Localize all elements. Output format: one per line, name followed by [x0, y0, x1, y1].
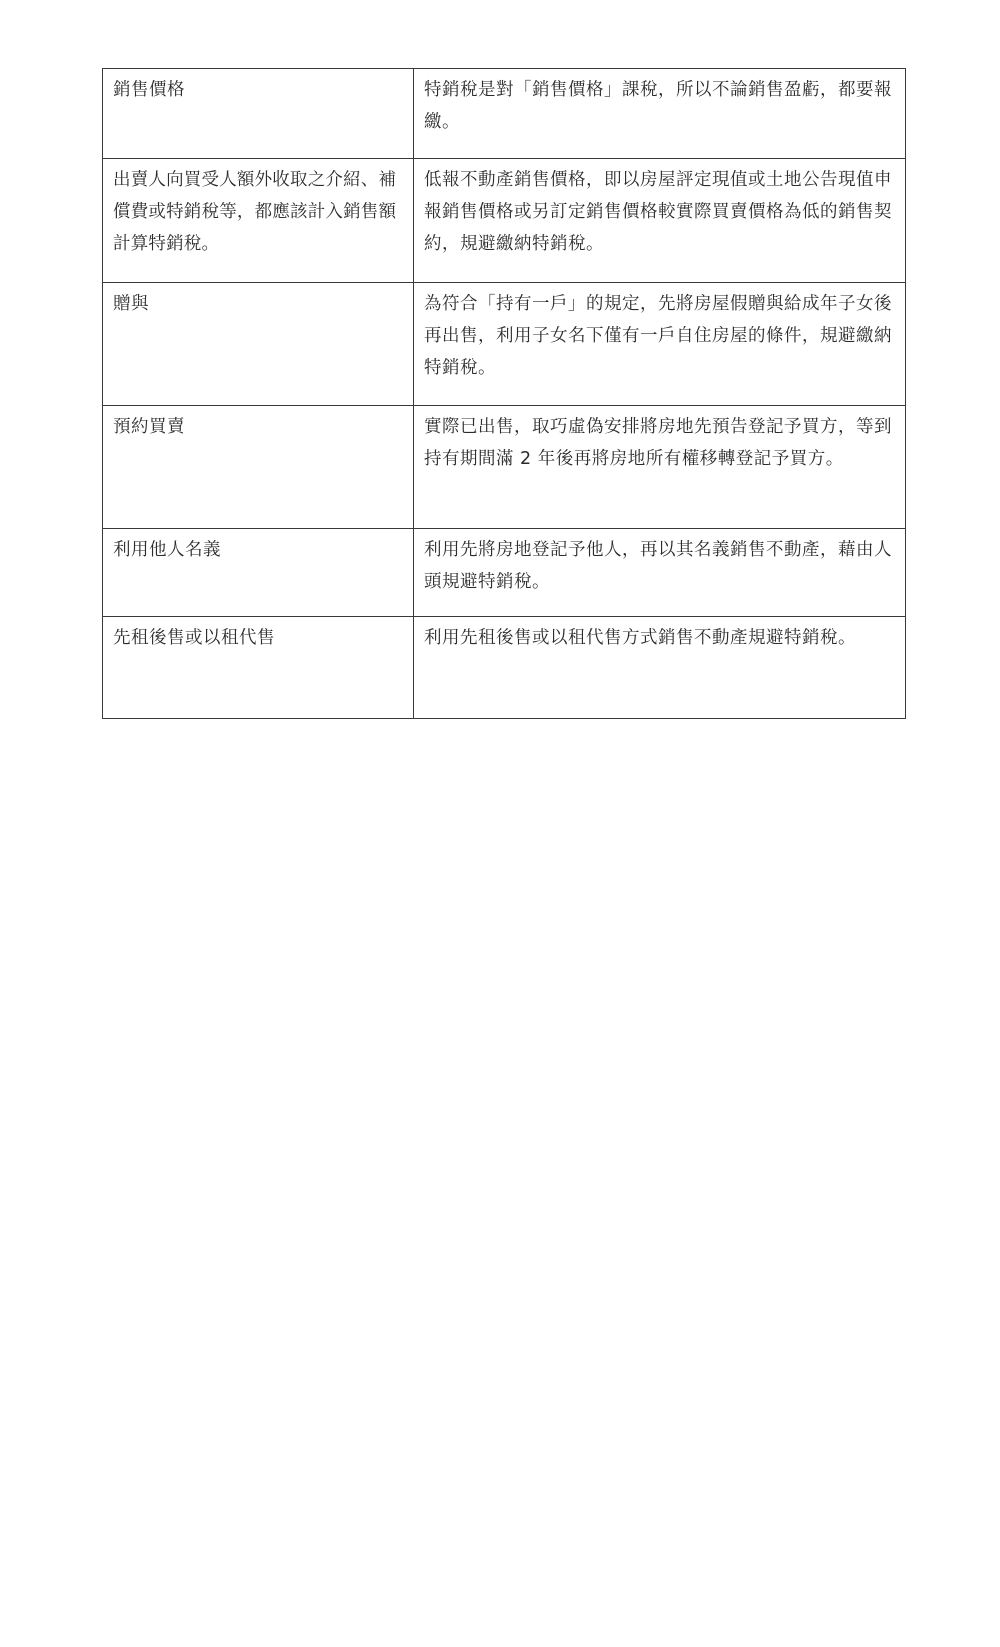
- row-item-cell: 銷售價格: [103, 69, 414, 159]
- row-item-cell: 贈與: [103, 283, 414, 406]
- table-row: [103, 529, 906, 617]
- row-item-cell: 利用他人名義: [103, 529, 414, 617]
- row-description-cell: 低報不動產銷售價格，即以房屋評定現值或土地公告現值申報銷售價格或另訂定銷售價格較實際買賣價格為低的銷售契約，規避繳納特銷稅。: [414, 159, 906, 283]
- row-description-cell: 實際已出售，取巧虛偽安排將房地先預告登記予買方，等到持有期間滿 2 年後再將房地所有權移轉登記予買方。: [414, 406, 906, 529]
- row-item-cell: 出賣人向買受人額外收取之介紹、補償費或特銷稅等，都應該計入銷售額計算特銷稅。: [103, 159, 414, 283]
- row-description-cell: 利用先租後售或以租代售方式銷售不動產規避特銷稅。: [414, 617, 906, 719]
- table-row: [103, 406, 906, 529]
- table-row: [103, 283, 906, 406]
- row-description-cell: 為符合「持有一戶」的規定，先將房屋假贈與給成年子女後再出售，利用子女名下僅有一戶自住房屋的條件，規避繳納特銷稅。: [414, 283, 906, 406]
- row-item-cell: 預約買賣: [103, 406, 414, 529]
- row-description-cell: 特銷稅是對「銷售價格」課稅，所以不論銷售盈虧，都要報繳。: [414, 69, 906, 159]
- special-sales-tax-table: [102, 68, 906, 719]
- table-row: [103, 69, 906, 159]
- row-item-cell: 先租後售或以租代售: [103, 617, 414, 719]
- table-row: [103, 159, 906, 283]
- table-row: [103, 617, 906, 719]
- row-description-cell: 利用先將房地登記予他人，再以其名義銷售不動產，藉由人頭規避特銷稅。: [414, 529, 906, 617]
